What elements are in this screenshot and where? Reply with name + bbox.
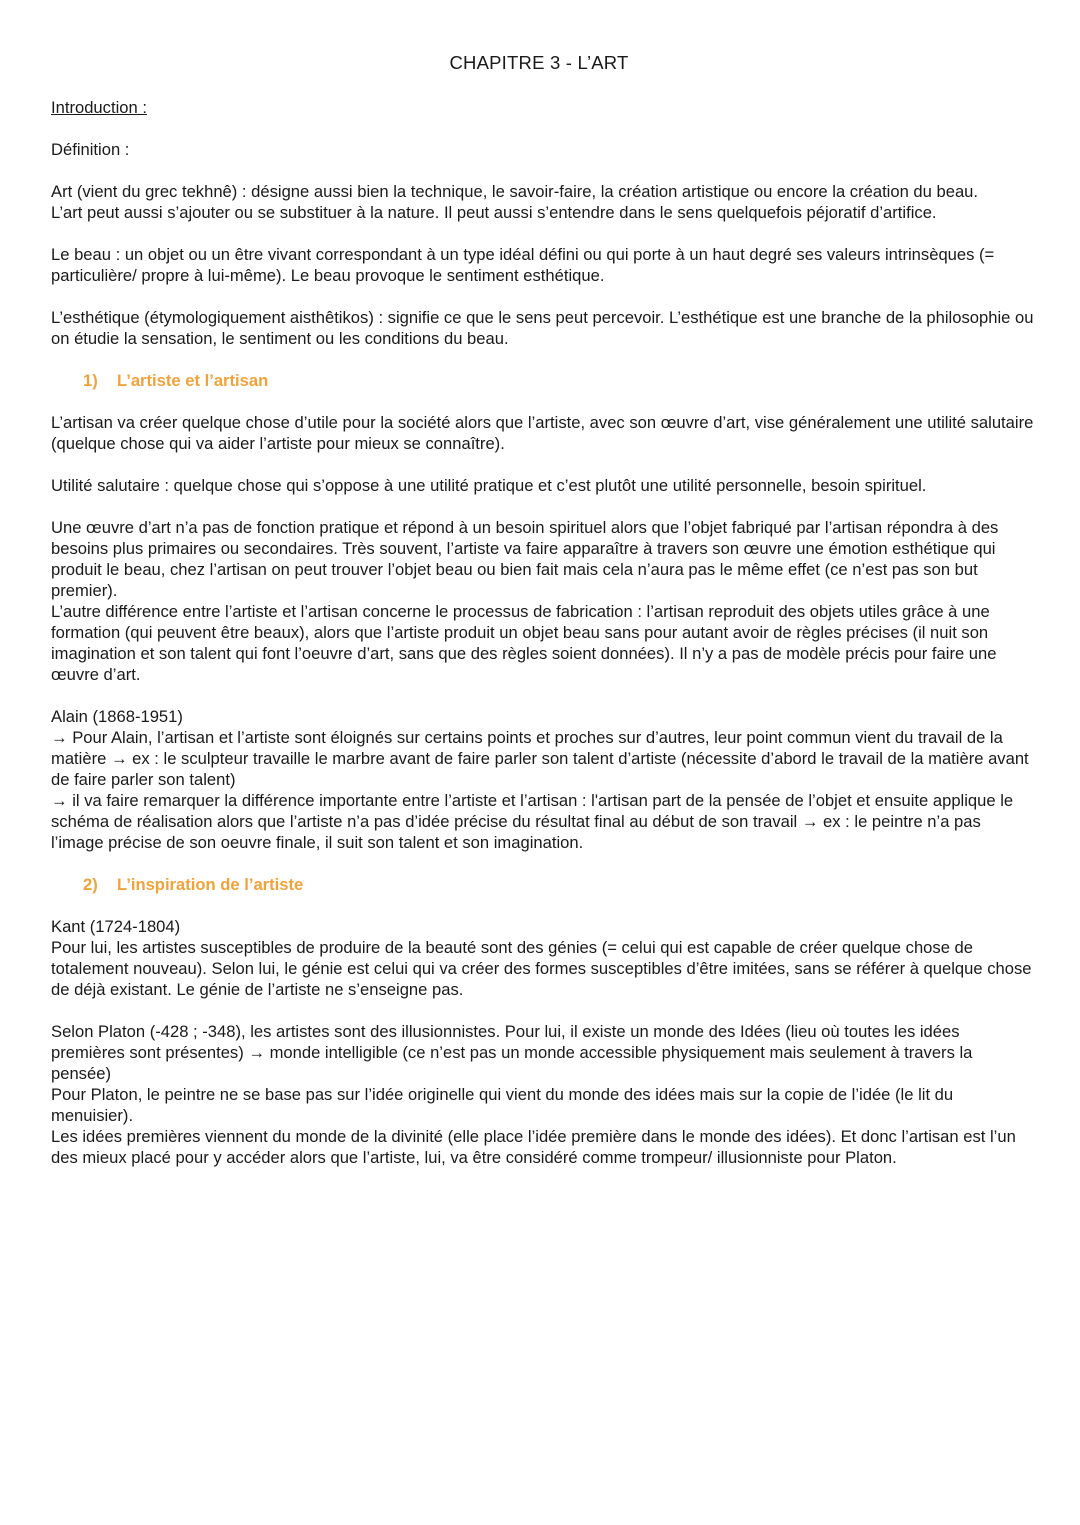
section-1-paragraph-1: L’artisan va créer quelque chose d’utile pour la société alors que l’artiste, avec son œuvre d’art, vise généralement une utilité salutaire (quelque chose qui va aider l’artiste pour mieux se connaître). <box>51 413 1034 453</box>
intro-heading-text: Introduction : <box>51 98 147 117</box>
beau-definition: Le beau : un objet ou un être vivant correspondant à un type idéal défini ou qui porte à un haut degré ses valeurs intrinsèques (= particulière/ propre à lui-même). Le beau provoque le sentiment esthétique. <box>51 245 995 285</box>
kant-paragraph: Pour lui, les artistes susceptibles de produire de la beauté sont des génies (= celui qui est capable de créer quelque chose de totalement nouveau). Selon lui, le génie est celui qui va créer des formes susceptibles d’être imitées, sans se référer à quelque chose de déjà existant. Le génie de l’artiste ne s’enseigne pas. <box>51 938 1032 999</box>
art-definition: Art (vient du grec tekhnê) : désigne aussi bien la technique, le savoir-faire, la création artistique ou encore la création du beau. <box>51 182 979 201</box>
esthetique-definition: L’esthétique (étymologiquement aisthêtikos) : signifie ce que le sens peut percevoir. L’esthétique est une branche de la philosophie ou on étudie la sensation, le sentiment ou les conditions du beau. <box>51 308 1034 348</box>
section-1-heading <box>51 370 1036 391</box>
section-1-number: 1) <box>83 371 98 390</box>
section-1-paragraph-4: L’autre différence entre l’artiste et l’artisan concerne le processus de fabrication : l’artisan reproduit des objets utiles grâce à une formation (qui peuvent être beaux), alors que l’artiste produit un objet beau sans pour autant avoir de règles précises (il nuit son imagination et son talent qui font l’oeuvre d’art, sans que des règles soient données). Il n’y a pas de modèle précis pour faire une œuvre d’art. <box>51 602 997 684</box>
art-definition-nature: L’art peut aussi s’ajouter ou se substituer à la nature. Il peut aussi s’entendre dans le sens quelquefois péjoratif d’artifice. <box>51 203 937 222</box>
section-2-title: L’inspiration de l’artiste <box>117 875 304 894</box>
alain-paragraph-1: → Pour Alain, l’artisan et l’artiste sont éloignés sur certains points et proches sur d’autres, leur point commun vient du travail de la matière → ex : le sculpteur travaille le marbre avant de faire parler son talent d’artiste (nécessite d’abord le travail de la matière avant de faire parler son talent) <box>51 728 1029 789</box>
platon-paragraph-1: Selon Platon (-428 ; -348), les artistes sont des illusionnistes. Pour lui, il existe un monde des Idées (lieu où toutes les idées premières sont présentes) → monde intelligible (ce n’est pas un monde accessible physiquement mais seulement à travers la pensée) <box>51 1022 973 1083</box>
section-1-paragraph-3: Une œuvre d’art n’a pas de fonction pratique et répond à un besoin spirituel alors que l’objet fabriqué par l’artisan répondra à des besoins plus primaires ou secondaires. Très souvent, l’artiste va faire apparaître à travers son œuvre une émotion esthétique qui produit le beau, chez l’artisan on peut trouver l’objet beau ou bien fait mais cela n’aura pas le même effet (ce n’est pas son but premier). <box>51 518 999 600</box>
section-1-paragraph-2: Utilité salutaire : quelque chose qui s’oppose à une utilité pratique et c’est plutôt une utilité personnelle, besoin spirituel. <box>51 476 927 495</box>
platon-paragraph-2: Pour Platon, le peintre ne se base pas sur l’idée originelle qui vient du monde des idées mais sur la copie de l’idée (le lit du menuisier). <box>51 1085 954 1125</box>
section-1-title: L’artiste et l’artisan <box>117 371 269 390</box>
chapter-title: CHAPITRE 3 - L’ART <box>449 52 629 73</box>
kant-heading: Kant (1724-1804) <box>51 917 181 936</box>
intro-heading <box>51 97 1036 118</box>
definition-label: Définition : <box>51 140 130 159</box>
section-2-number: 2) <box>83 875 98 894</box>
platon-paragraph-3: Les idées premières viennent du monde de la divinité (elle place l’idée première dans le monde des idées). Et donc l’artisan est l’un des mieux placé pour y accéder alors que l’artiste, lui, va être considéré comme trompeur/ illusionniste pour Platon. <box>51 1127 1016 1167</box>
alain-paragraph-2: → il va faire remarquer la différence importante entre l’artiste et l’artisan : l'artisan part de la pensée de l’objet et ensuite applique le schéma de réalisation alors que l’artiste n’a pas d’idée précise du résultat final au début de son travail → ex : le peintre n’a pas l’image précise de son oeuvre finale, il suit son talent et son imagination. <box>51 791 1014 852</box>
document-body <box>51 97 1036 1189</box>
section-2-heading <box>51 874 1036 895</box>
alain-heading: Alain (1868-1951) <box>51 707 183 726</box>
